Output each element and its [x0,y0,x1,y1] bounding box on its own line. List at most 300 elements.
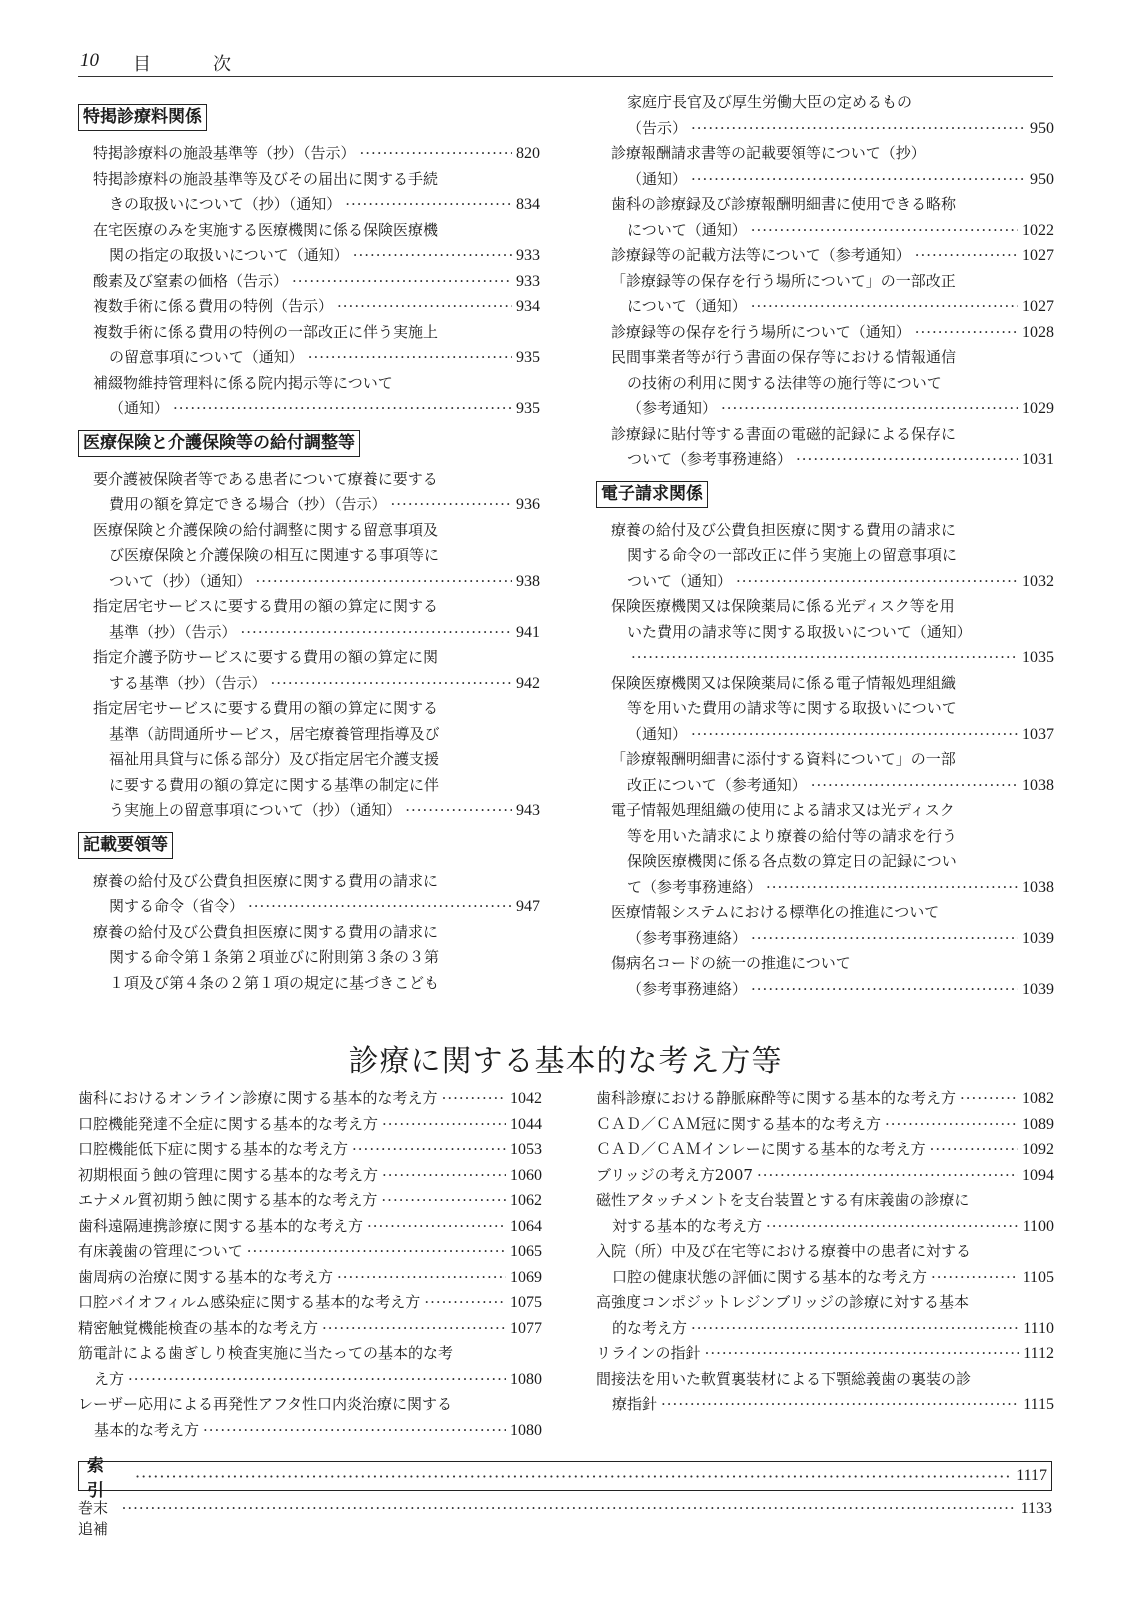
entry-text: 的な考え方 [612,1318,688,1337]
entry-line: 指定居宅サービスに要する費用の額の算定に関する [93,597,439,615]
entry-text: 療指針 [612,1395,658,1413]
entry-line: 電子情報処理組織の使用による請求又は光ディスク [611,801,955,819]
toc-entry[interactable] [596,269,1054,320]
entry-line [93,798,540,824]
entry-text: について（通知） [627,297,747,315]
entry-line [78,1112,542,1138]
toc-left-column [78,100,540,1000]
toc-entry[interactable] [78,269,540,295]
entry-line [596,1316,1054,1342]
entry-page-number: 1089 [1022,1115,1054,1133]
toc-entry[interactable] [78,467,540,518]
entry-line: 「診療報酬明細書に添付する資料について」の一部 [611,750,956,768]
entry-line: び医療保険と介護保険の相互に関連する事項等に [109,546,440,564]
entry-line [611,569,1054,595]
entry-text: 精密触覚機能検査の基本的な考え方 [78,1318,319,1337]
leader-dots [751,926,1018,952]
entry-text: 診療録等の保存を行う場所について（通知） [611,322,911,341]
toc-entry[interactable] [596,1367,1054,1418]
entry-text: ついて（参考事務連絡） [627,450,793,468]
toc-entry[interactable] [78,869,540,920]
leader-dots [247,1239,506,1265]
leader-dots [766,875,1018,901]
entry-page-number: 1094 [1022,1166,1054,1184]
leader-dots [322,1316,506,1342]
entry-line: 医療情報システムにおける標準化の推進について [611,903,940,921]
toc-entry[interactable] [596,1112,1054,1138]
toc-entry[interactable] [596,243,1054,269]
entry-page-number: 1029 [1022,400,1054,417]
leader-dots [382,1163,506,1189]
toc-entry[interactable] [596,320,1054,346]
index-label: 索引 [87,1456,118,1501]
leader-dots [915,243,1018,269]
entry-line: に要する費用の額の算定に関する基準の制定に伴 [109,775,440,794]
entry-page-number: 950 [1030,170,1054,188]
entry-line: 診療報酬請求書等の記載要領等について（抄） [611,144,926,162]
entry-page-number: 1037 [1022,725,1054,743]
supplement-entry[interactable] [78,1497,1052,1539]
toc-entry[interactable] [596,671,1054,748]
entry-line [78,1137,542,1163]
entry-page-number: 1039 [1022,980,1054,998]
entry-page-number: 1028 [1022,323,1054,341]
entry-page-number: 947 [516,898,540,915]
leader-dots [337,1265,506,1291]
toc-entry[interactable] [78,1214,542,1240]
entry-line: 保険医療機関又は保険薬局に係る電子情報処理組織 [611,673,957,692]
toc-entry[interactable] [78,167,540,218]
entry-text: 費用の額を算定できる場合（抄）（告示） [109,495,387,513]
entry-text: きの取扱いについて（抄）（通知） [109,195,342,213]
entry-page-number: 820 [516,145,540,162]
toc-entry[interactable] [596,90,1054,141]
entry-line [611,167,1054,193]
entry-text: う実施上の留意事項について（抄）（通知） [109,801,402,819]
entry-line [78,1367,542,1393]
leader-dots [885,1112,1018,1138]
page-header [78,48,1053,77]
entry-line [596,1265,1054,1291]
toc-entry[interactable] [78,696,540,824]
entry-text: の留意事項について（通知） [109,348,304,366]
leader-dots [135,1467,1012,1486]
entry-text: （参考事務連絡） [627,928,748,947]
entry-page-number: 1065 [510,1243,542,1260]
toc-entry[interactable] [596,518,1054,595]
section-heading: 記載要領等 [78,832,173,859]
entry-text: 初期根面う蝕の管理に関する基本的な考え方 [78,1165,379,1184]
entry-line: 医療保険と介護保険の給付調整に関する留意事項及 [93,520,439,539]
entry-line [93,492,540,518]
entry-page-number: 1110 [1023,1319,1054,1337]
entry-line: 家庭庁長官及び厚生労働大臣の定めるもの [627,93,913,111]
leader-dots [631,645,1018,671]
leader-dots [381,1188,506,1214]
toc-entry[interactable] [596,141,1054,192]
entry-text: 歯科におけるオンライン診療に関する基本的な考え方 [78,1089,438,1107]
leader-dots [424,1290,506,1316]
leader-dots [271,671,512,697]
entry-line [596,1086,1054,1112]
entry-text: 複数手術に係る費用の特例（告示） [93,297,334,315]
entry-line [611,875,1054,901]
entry-page-number: 1080 [510,1370,542,1388]
entry-page-number: 1082 [1022,1090,1054,1107]
entry-line [93,192,540,218]
entry-text: （参考通知） [627,399,718,417]
leader-dots [960,1086,1018,1112]
leader-dots [203,1418,506,1444]
leader-dots [292,269,512,295]
index-entry[interactable] [78,1456,1052,1501]
entry-text: 対する基本的な考え方 [612,1216,763,1235]
entry-line [78,1086,542,1112]
leader-dots [757,1163,1018,1189]
section-heading: 医療保険と介護保険等の給付調整等 [78,430,360,457]
entry-line [93,141,540,167]
entry-line [611,977,1054,1003]
toc-entry[interactable] [78,1290,542,1316]
entry-line [611,645,1054,671]
toc-entry[interactable] [78,218,540,269]
toc-entry[interactable] [596,900,1054,951]
leader-dots [751,218,1018,244]
entry-page-number: 1105 [1022,1268,1054,1286]
entry-text: ついて（抄）（通知） [109,571,252,590]
toc-entry[interactable] [596,594,1054,671]
toc-entry[interactable] [78,594,540,645]
entry-line [93,294,540,320]
entry-line [596,1341,1054,1367]
entry-line [93,396,540,422]
entry-page-number: 1032 [1022,572,1054,590]
entry-line: 複数手術に係る費用の特例の一部改正に伴う実施上 [93,322,439,341]
entry-text: （参考事務連絡） [627,979,748,998]
entry-text: 口腔バイオフィルム感染症に関する基本的な考え方 [78,1293,421,1311]
toc-entry[interactable] [78,1239,542,1265]
entry-line [93,569,540,595]
toc-entry[interactable] [596,1290,1054,1341]
entry-line: 等を用いた費用の請求等に関する取扱いについて [627,699,957,717]
entry-text: リラインの指針 [596,1344,701,1362]
toc-entry[interactable] [596,1188,1054,1239]
leader-dots [256,569,512,595]
entry-line [596,1163,1054,1189]
leader-dots [352,1137,506,1163]
section-main-title: 診療に関する基本的な考え方等 [348,1044,783,1079]
entry-line [611,294,1054,320]
entry-page-number: 1092 [1022,1141,1054,1158]
entry-page-number: 950 [1030,119,1054,137]
entry-line: 診療録に貼付等する書面の電磁的記録による保存に [611,424,957,443]
toc-entry[interactable] [78,920,540,997]
leader-dots [241,620,512,646]
toc-entry[interactable] [78,645,540,696]
entry-page-number: 1075 [510,1294,542,1311]
entry-line: 歯科の診療録及び診療報酬明細書に使用できる略称 [611,195,957,213]
entry-text: 口腔機能発達不全症に関する基本的な考え方 [78,1114,379,1133]
entry-line: 指定居宅サービスに要する費用の額の算定に関する [93,699,439,717]
entry-text: する基準（抄）（告示） [109,673,267,692]
entry-line: 等を用いた請求により療養の給付等の請求を行う [627,826,958,845]
entry-page-number: 1077 [510,1319,542,1337]
section-heading: 特掲診療料関係 [78,104,207,131]
leader-dots [766,1214,1019,1240]
leader-dots [751,294,1018,320]
entry-line [611,722,1054,748]
entry-text: 特掲診療料の施設基準等（抄）（告示） [93,144,356,162]
toc-entry[interactable] [596,1239,1054,1290]
entry-line [93,971,540,997]
entry-page-number: 1060 [510,1166,542,1184]
entry-text: 基本的な考え方 [94,1420,200,1439]
supplement-page: 1133 [1020,1500,1052,1517]
entry-text: 診療録等の記載方法等について（参考通知） [611,246,911,264]
entry-text: （通知） [109,399,170,417]
entry-line: 基準（訪問通所サービス，居宅療養管理指導及び [109,724,440,743]
entry-line [93,269,540,295]
entry-page-number: 935 [516,400,540,417]
toc-entry[interactable] [78,294,540,320]
toc-entry[interactable] [596,1163,1054,1189]
entry-text: え方 [94,1369,125,1388]
leader-dots [661,1392,1019,1418]
leader-dots [353,243,512,269]
entry-line [596,1392,1054,1418]
entry-line: 指定介護予防サービスに要する費用の額の算定に関 [93,648,439,666]
toc-entry[interactable] [596,951,1054,1002]
leader-dots [796,447,1018,473]
leader-dots [736,569,1018,595]
entry-text: 基準（抄）（告示） [109,622,237,641]
toc-entry[interactable] [78,518,540,595]
entry-text: 酸素及び窒素の価格（告示） [93,271,289,290]
toc-entry[interactable] [78,141,540,167]
entry-line: 療養の給付及び公費負担医療に関する費用の請求に [93,871,439,890]
entry-line [78,1265,542,1291]
entry-line [611,116,1054,142]
entry-line [93,243,540,269]
leader-dots [391,492,512,518]
entry-page-number: 1027 [1022,247,1054,264]
entry-line [78,1290,542,1316]
toc-entry[interactable] [78,320,540,371]
entry-page-number: 933 [516,247,540,264]
section-heading: 電子請求関係 [596,481,708,508]
toc-entry[interactable] [78,1341,542,1392]
entry-line [78,1239,542,1265]
entry-text: 口腔機能低下症に関する基本的な考え方 [78,1140,349,1158]
toc-bottom-left-column [78,1086,542,1443]
entry-page-number: 1062 [510,1192,542,1209]
entry-page-number: 1069 [510,1268,542,1286]
entry-line: いた費用の請求等に関する取扱いについて（通知） [627,622,972,641]
supplement-label: 巻末追補 [78,1499,109,1538]
entry-page-number: 1035 [1022,649,1054,666]
leader-dots [360,141,512,167]
leader-dots [931,1265,1019,1291]
entry-page-number: 943 [516,802,540,819]
leader-dots [248,894,512,920]
toc-entry[interactable] [78,1086,542,1112]
entry-line: 「診療録等の保存を行う場所について」の一部改正 [611,271,956,290]
entry-line [78,1316,542,1342]
entry-line [78,1188,542,1214]
entry-line: 保険医療機関に係る各点数の算定日の記録につい [627,852,957,870]
entry-line: レーザー応用による再発性アフタ性口内炎治療に関する [78,1395,452,1413]
page-title: 目 次 [133,54,253,75]
leader-dots [367,1214,506,1240]
leader-dots [405,798,512,824]
leader-dots [705,1341,1020,1367]
entry-page-number: 1064 [510,1217,542,1235]
entry-text: 有床義歯の管理について [78,1242,243,1260]
toc-entry[interactable] [596,422,1054,473]
toc-entry[interactable] [78,371,540,422]
toc-entry[interactable] [596,192,1054,243]
entry-line [611,320,1054,346]
entry-page-number: 1100 [1022,1217,1054,1235]
entry-line: 保険医療機関又は保険薬局に係る光ディスク等を用 [611,597,955,615]
entry-text: ついて（通知） [627,571,733,590]
entry-line: 福祉用具貸与に係る部分）及び指定居宅介護支援 [109,750,440,768]
index-page: 1117 [1016,1467,1047,1484]
entry-line [93,345,540,371]
entry-text: ブリッジの考え方2007 [596,1165,753,1184]
leader-dots [691,116,1026,142]
leader-dots [345,192,512,218]
toc-bottom-right-column [596,1086,1054,1418]
entry-line: 特掲診療料の施設基準等及びその届出に関する手続 [93,169,439,188]
entry-text: １項及び第４条の２第１項の規定に基づきこども [109,973,440,992]
entry-text: 関する命令（省令） [109,897,245,915]
entry-line [93,620,540,646]
entry-line [611,773,1054,799]
toc-entry[interactable] [596,1086,1054,1112]
toc-right-column [596,90,1054,1006]
entry-line: 磁性アタッチメントを支台装置とする有床義歯の診療に [596,1191,970,1209]
entry-text: （通知） [627,169,688,188]
toc-entry[interactable] [596,1137,1054,1163]
entry-line: 関する命令第１条第２項並びに附則第３条の３第 [109,948,440,966]
toc-entry[interactable] [78,1137,542,1163]
entry-page-number: 934 [516,298,540,315]
leader-dots [691,167,1026,193]
leader-dots [691,1316,1019,1342]
entry-page-number: 834 [516,196,540,213]
toc-entry[interactable] [596,1341,1054,1367]
entry-page-number: 1053 [510,1141,542,1158]
entry-line: 補綴物維持管理料に係る院内掲示等について [93,373,393,392]
toc-entry[interactable] [78,1316,542,1342]
leader-dots [308,345,512,371]
entry-page-number: 935 [516,349,540,366]
entry-line: 民間事業者等が行う書面の保存等における情報通信 [611,348,957,366]
leader-dots [337,294,512,320]
leader-dots [173,396,512,422]
entry-line: 療養の給付及び公費負担医療に関する費用の請求に [611,520,957,539]
entry-line [596,1214,1054,1240]
leader-dots [915,320,1018,346]
entry-text: て（参考事務連絡） [627,877,763,896]
entry-text: 口腔の健康状態の評価に関する基本的な考え方 [612,1267,928,1286]
entry-page-number: 938 [516,572,540,590]
entry-page-number: 1022 [1022,221,1054,239]
entry-text: 歯周病の治療に関する基本的な考え方 [78,1267,334,1286]
toc-entry[interactable] [596,345,1054,422]
entry-page-number: 1038 [1022,776,1054,794]
entry-text: 歯科診療における静脈麻酔等に関する基本的な考え方 [596,1089,957,1107]
entry-page-number: 933 [516,272,540,290]
entry-line [93,671,540,697]
toc-entry[interactable] [78,1112,542,1138]
entry-page-number: 936 [516,496,540,513]
toc-entry[interactable] [78,1392,542,1443]
leader-dots [382,1112,506,1138]
entry-line [78,1163,542,1189]
entry-line [78,1418,542,1444]
entry-line [611,396,1054,422]
entry-page-number: 941 [516,623,540,641]
entry-line [611,243,1054,269]
entry-line: 傷病名コードの統一の推進について [611,954,851,972]
entry-line: 療養の給付及び公費負担医療に関する費用の請求に [93,922,439,941]
entry-text: （告示） [627,118,688,137]
toc-entry[interactable] [78,1265,542,1291]
entry-page-number: 1039 [1022,929,1054,947]
entry-line: 間接法を用いた軟質裏装材による下顎総義歯の裏装の診 [596,1369,972,1388]
entry-line: 高強度コンポジットレジンブリッジの診療に対する基本 [596,1293,970,1311]
entry-text: ＣＡＤ／ＣＡＭインレーに関する基本的な考え方 [596,1140,926,1158]
toc-entry[interactable] [78,1163,542,1189]
entry-page-number: 1115 [1023,1396,1054,1413]
toc-entry[interactable] [596,798,1054,900]
entry-text: ＣＡＤ／ＣＡＭ冠に関する基本的な考え方 [596,1114,882,1133]
leader-dots [128,1367,506,1393]
entry-page-number: 1044 [510,1115,542,1133]
entry-line: 筋電計による歯ぎしり検査実施に当たっての基本的な考 [78,1344,454,1362]
toc-entry[interactable] [78,1188,542,1214]
entry-page-number: 1027 [1022,298,1054,315]
entry-page-number: 1038 [1022,878,1054,896]
entry-line [596,1137,1054,1163]
entry-text: （通知） [627,724,688,743]
entry-page-number: 942 [516,674,540,692]
entry-text: 改正について（参考通知） [627,775,807,794]
leader-dots [122,1499,1017,1517]
toc-entry[interactable] [596,747,1054,798]
leader-dots [811,773,1018,799]
entry-text: について（通知） [627,220,747,239]
page-number: 10 [80,50,99,71]
entry-page-number: 1112 [1023,1345,1054,1362]
entry-line: 関する命令の一部改正に伴う実施上の留意事項に [627,546,958,564]
entry-line: 在宅医療のみを実施する医療機関に係る保険医療機 [93,220,439,239]
leader-dots [442,1086,506,1112]
entry-text: 関の指定の取扱いについて（通知） [109,246,349,264]
leader-dots [930,1137,1018,1163]
entry-page-number: 1042 [510,1090,542,1107]
entry-line: の技術の利用に関する法律等の施行等について [627,373,942,392]
entry-line [93,894,540,920]
entry-text: 歯科遠隔連携診療に関する基本的な考え方 [78,1216,364,1235]
leader-dots [691,722,1018,748]
entry-line: 要介護被保険者等である患者について療養に要する [93,469,438,488]
entry-line [596,1112,1054,1138]
leader-dots [721,396,1018,422]
entry-line [611,218,1054,244]
